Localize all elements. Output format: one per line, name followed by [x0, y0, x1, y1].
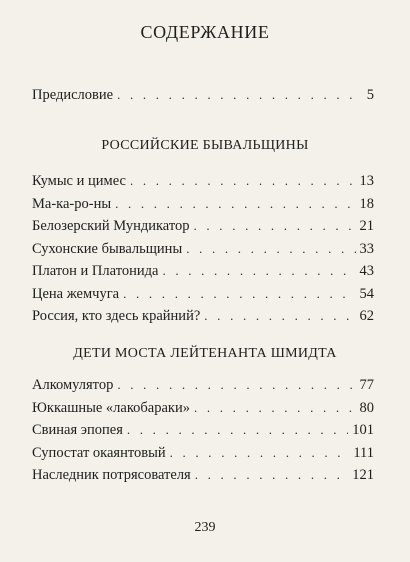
toc-entry — [32, 419, 374, 442]
toc-entry-page: 54 — [359, 285, 374, 302]
toc-entry — [32, 464, 374, 487]
toc-entry — [32, 215, 374, 238]
toc-entry-page: 18 — [359, 195, 374, 212]
toc-entry-page: 77 — [359, 377, 374, 393]
toc-entry — [32, 283, 374, 306]
dot-leader — [117, 84, 363, 107]
toc-entry-page: 21 — [359, 218, 374, 234]
toc-entry-page: 101 — [352, 422, 374, 438]
toc-entry-title: Свиная эпопея — [32, 422, 123, 438]
toc-section-1-list — [32, 170, 374, 328]
toc-entry-page: 80 — [359, 399, 374, 416]
toc-entry-title: Цена жемчуга — [32, 285, 120, 302]
dot-leader — [186, 238, 355, 261]
dot-leader — [127, 419, 348, 442]
dot-leader — [162, 260, 355, 283]
dot-leader — [194, 215, 356, 238]
toc-entry-title: Россия, кто здесь крайний? — [32, 308, 201, 324]
toc-entry — [32, 374, 374, 397]
toc-preface-list — [32, 84, 374, 107]
dot-leader — [123, 283, 355, 306]
toc-entry-title: Предисловие — [32, 87, 114, 103]
toc-entry-page: 43 — [359, 263, 374, 279]
dot-leader — [130, 170, 356, 193]
page-number: 239 — [194, 520, 216, 535]
dot-leader — [170, 442, 350, 465]
dot-leader — [194, 397, 356, 420]
toc-entry-title: Юккашные «лакобараки» — [32, 399, 190, 416]
toc-entry-page: 121 — [352, 467, 374, 483]
toc-entry — [32, 238, 374, 261]
dot-leader — [204, 305, 355, 328]
section-heading-2: ДЕТИ МОСТА ЛЕЙТЕНАНТА ШМИДТА — [73, 346, 337, 361]
toc-entry-page: 111 — [353, 444, 374, 461]
toc-entry-page: 13 — [359, 173, 374, 189]
toc-entry-title: Наследник потрясователя — [32, 467, 191, 483]
toc-entry — [32, 397, 374, 420]
dot-leader — [117, 374, 355, 397]
toc-entry-title: Кумыс и цимес — [32, 173, 126, 189]
dot-leader — [115, 193, 355, 216]
dot-leader — [195, 464, 349, 487]
toc-entry-title: Супостат окаянтовый — [32, 444, 166, 461]
toc-entry-page: 33 — [359, 240, 374, 257]
section-heading-1: РОССИЙСКИЕ БЫВАЛЬЩИНЫ — [101, 138, 309, 153]
page-title: СОДЕРЖАНИЕ — [140, 22, 270, 42]
toc-entry — [32, 442, 374, 465]
toc-entry — [32, 170, 374, 193]
toc-entry-title: Алкомулятор — [32, 377, 114, 393]
toc-entry-title: Белозерский Мундикатор — [32, 218, 190, 234]
toc-entry-title: Сухонские бывальщины — [32, 240, 183, 257]
toc-entry-title: Ма-ка-ро-ны — [32, 195, 112, 212]
toc-entry — [32, 305, 374, 328]
toc-entry — [32, 260, 374, 283]
toc-section-2-list — [32, 374, 374, 487]
toc-entry-page: 5 — [366, 87, 374, 103]
toc-entry-page: 62 — [359, 308, 374, 324]
toc-entry — [32, 84, 374, 107]
toc-entry — [32, 193, 374, 216]
toc-entry-title: Платон и Платонида — [32, 263, 159, 279]
